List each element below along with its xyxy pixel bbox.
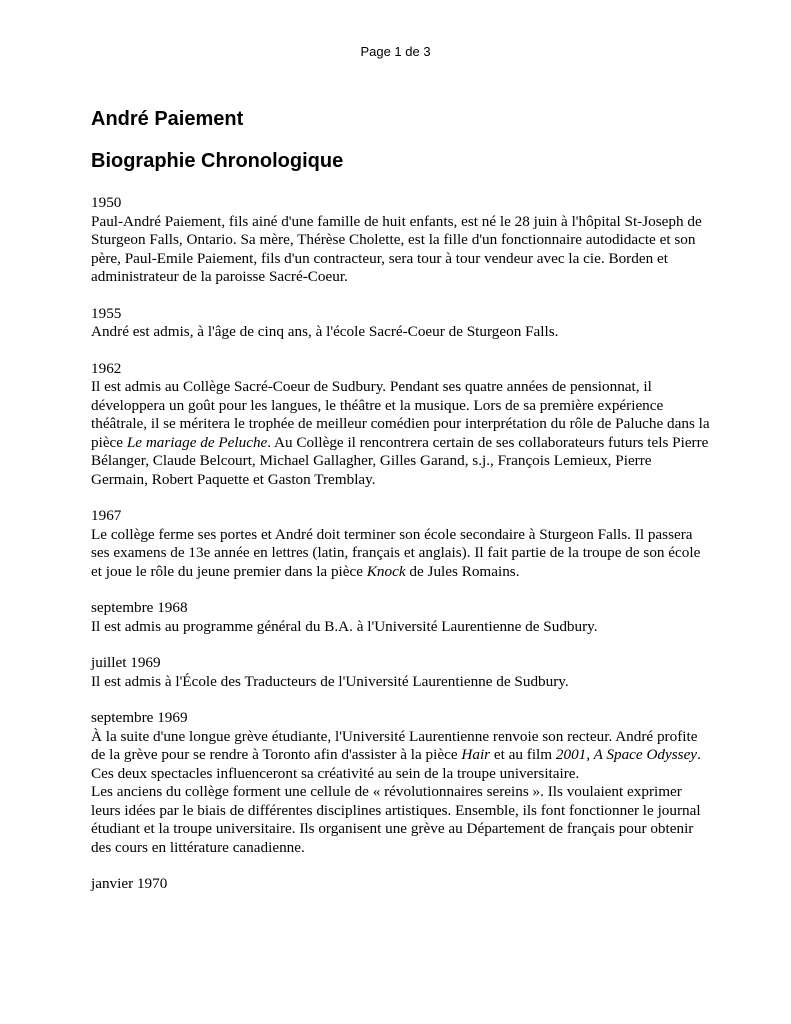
entry-date: 1967	[91, 507, 122, 524]
work-title: 2001, A Space Odyssey	[555, 746, 698, 763]
chronology-entry	[91, 654, 711, 691]
chronology-entry	[91, 599, 711, 636]
entry-paragraph	[91, 673, 711, 692]
entry-date: septembre 1969	[91, 709, 188, 726]
document-subtitle: Biographie Chronologique	[91, 150, 344, 172]
entry-paragraph	[91, 526, 711, 582]
chronology-entries	[91, 194, 711, 894]
document-title: André Paiement	[91, 108, 244, 130]
text-segment: de Jules Romains.	[405, 562, 520, 580]
text-segment: Paul-André Paiement, fils ainé d'une famille de huit enfants, est né le 28 juin à l'hôpital St-Joseph de Sturgeon Falls, Ontario. Sa mère, Thérèse Cholette, est la fille d'un fonctionnaire autodidacte et son père, Paul-Emile Paiement, fils d'un contracteur, sera tour à tour vendeur avec la cie. Borden et administrateur de la paroisse Sacré-Coeur.	[91, 212, 702, 285]
entry-paragraph	[91, 618, 711, 637]
entry-date: 1950	[91, 194, 122, 211]
text-segment: Les anciens du collège forment une cellule de « révolutionnaires sereins ». Ils voulaient exprimer leurs idées par le biais de différentes disciplines artistiques. Ensemble, ils font fonctionner le journal étudiant et la troupe universitaire. Ils organisent une grève au Département de français pour obtenir des cours en littérature canadienne.	[91, 783, 701, 856]
chronology-entry	[91, 305, 711, 342]
text-segment: André est admis, à l'âge de cinq ans, à l'école Sacré-Coeur de Sturgeon Falls.	[91, 323, 559, 340]
chronology-entry	[91, 507, 711, 581]
entry-paragraph	[91, 783, 711, 857]
entry-date: 1962	[91, 359, 122, 377]
text-segment: À la suite d'une longue grève étudiante, l'Université Laurentienne renvoie son recteur. André profite de la grève pour se rendre à Toronto afin d'assister à la pièce	[91, 727, 698, 763]
entry-paragraph	[91, 378, 711, 489]
entry-date: juillet 1969	[91, 654, 161, 671]
entry-paragraph	[91, 728, 711, 784]
text-segment: Le collège ferme ses portes et André doit terminer son école secondaire à Sturgeon Falls. Il passera ses examens de 13e année en lettres (latin, français et anglais). Il fait partie de la troupe de son école et joue le rôle du jeune premier dans la pièce	[91, 525, 701, 580]
text-segment: . Ces deux spectacles influenceront sa créativité au sein de la troupe universitaire.	[91, 746, 701, 782]
entry-paragraph	[91, 323, 711, 342]
document-body	[91, 106, 711, 912]
text-segment: Il est admis au programme général du B.A. à l'Université Laurentienne de Sudbury.	[91, 617, 598, 635]
entry-date: septembre 1968	[91, 599, 188, 616]
chronology-entry	[91, 875, 711, 894]
text-segment: . Au Collège il rencontrera certain de ses collaborateurs futurs tels Pierre Bélanger, Claude Belcourt, Michael Gallagher, Gilles Garand, s.j., François Lemieux, Pierre Germain, Robert Paquette et Gaston Tremblay.	[91, 433, 709, 488]
work-title: Knock	[366, 562, 406, 580]
text-segment: Il est admis au Collège Sacré-Coeur de Sudbury. Pendant ses quatre années de pensionnat, il développera un goût pour les langues, le théâtre et la musique. Lors de sa première expérience théâtrale, il se méritera le trophée de meilleur comédien pour interprétation du rôle de Paluche dans la pièce	[91, 378, 710, 451]
page-number: Page 1 de 3	[360, 44, 431, 59]
chronology-entry	[91, 709, 711, 857]
entry-date: 1955	[91, 304, 122, 322]
work-title: Le mariage de Peluche	[126, 433, 268, 451]
chronology-entry	[91, 194, 711, 287]
work-title: Hair	[461, 746, 491, 763]
text-segment: Il est admis à l'École des Traducteurs de l'Université Laurentienne de Sudbury.	[91, 672, 569, 690]
entry-paragraph	[91, 213, 711, 287]
chronology-entry	[91, 360, 711, 490]
text-segment: et au film	[490, 746, 556, 763]
entry-date: janvier 1970	[91, 875, 168, 892]
